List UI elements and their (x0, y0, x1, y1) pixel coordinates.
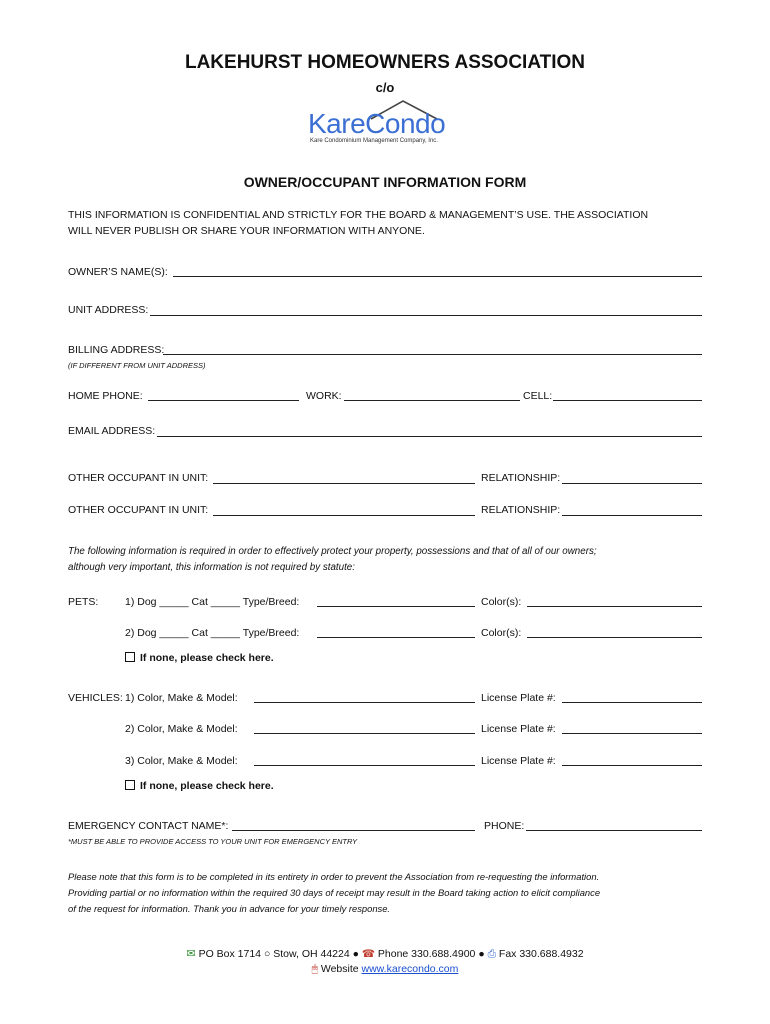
form-title: OWNER/OCCUPANT INFORMATION FORM (243, 174, 527, 190)
vehicle-3-label: 3) Color, Make & Model: (125, 755, 238, 767)
footer-po-box: PO Box 1714 (198, 948, 262, 960)
pets-none-checkbox[interactable] (125, 652, 135, 662)
plate-1-field[interactable] (562, 702, 702, 703)
email-label: EMAIL ADDRESS: (68, 425, 156, 437)
plate-2-label: License Plate #: (481, 723, 556, 735)
intro-line-2: WILL NEVER PUBLISH OR SHARE YOUR INFORMATION WITH ANYONE. (68, 225, 425, 237)
emergency-phone-field[interactable] (526, 830, 702, 831)
pet-1-type: 1) Dog _____ Cat _____ Type/Breed: (125, 596, 300, 608)
envelope-icon: ✉ (186, 948, 196, 960)
bullet-icon: ● (352, 948, 359, 960)
relationship-1-field[interactable] (562, 483, 702, 484)
plate-1-label: License Plate #: (481, 692, 556, 704)
association-title: LAKEHURST HOMEOWNERS ASSOCIATION (184, 52, 586, 73)
bullet-icon: ● (478, 948, 485, 960)
vehicles-none-checkbox[interactable] (125, 780, 135, 790)
footer-website-label: Website (320, 963, 359, 975)
billing-address-label: BILLING ADDRESS: (68, 344, 165, 356)
fax-icon: ⎙ (487, 948, 496, 960)
pets-none-option[interactable] (125, 652, 274, 664)
pet-2-colors-label: Color(s): (481, 627, 522, 639)
pet-2-type: 2) Dog _____ Cat _____ Type/Breed: (125, 627, 300, 639)
pet-2-breed-field[interactable] (317, 637, 475, 638)
vehicle-1-field[interactable] (254, 702, 475, 703)
other-occupant-2-label: OTHER OCCUPANT IN UNIT: (68, 504, 209, 516)
unit-address-label: UNIT ADDRESS: (68, 304, 149, 316)
other-occupant-1-field[interactable] (213, 483, 475, 484)
intro-line-1: THIS INFORMATION IS CONFIDENTIAL AND STRICTLY FOR THE BOARD & MANAGEMENT’S USE. THE ASSOCIATION (68, 209, 649, 221)
emergency-note: *MUST BE ABLE TO PROVIDE ACCESS TO YOUR UNIT FOR EMERGENCY ENTRY (68, 837, 358, 846)
unit-address-field[interactable] (150, 315, 702, 316)
other-occupant-2-field[interactable] (213, 515, 475, 516)
work-phone-label: WORK: (306, 390, 342, 402)
logo-name: KareCondo (308, 108, 446, 139)
vehicles-none-label: If none, please check here. (140, 780, 274, 792)
vehicle-1-label: 1) Color, Make & Model: (125, 692, 238, 704)
phone-icon: ☎ (361, 948, 375, 960)
billing-address-field[interactable] (163, 354, 702, 355)
vehicles-label: VEHICLES: (68, 692, 123, 704)
closing-line-3: of the request for information. Thank you in advance for your timely response. (68, 903, 391, 914)
pet-1-colors-label: Color(s): (481, 596, 522, 608)
owners-name-label: OWNER’S NAME(S): (68, 266, 168, 278)
pets-label: PETS: (68, 596, 99, 608)
info-note-line-1: The following information is required in order to effectively protect your property, possessions and that of all of our owners; (68, 546, 597, 557)
vehicle-3-field[interactable] (254, 765, 475, 766)
cell-phone-label: CELL: (523, 390, 553, 402)
info-note-line-2: although very important, this information is not required by statute: (68, 562, 355, 573)
logo-tagline: Kare Condominium Management Company, Inc. (310, 138, 438, 144)
footer-phone: Phone 330.688.4900 (377, 948, 476, 960)
karecondo-logo (305, 99, 465, 147)
mouse-icon: 🖱 (311, 963, 318, 975)
pet-1-colors-field[interactable] (527, 606, 702, 607)
home-phone-label: HOME PHONE: (68, 390, 143, 402)
pet-2-colors-field[interactable] (527, 637, 702, 638)
plate-3-field[interactable] (562, 765, 702, 766)
plate-3-label: License Plate #: (481, 755, 556, 767)
work-phone-field[interactable] (344, 400, 520, 401)
pet-1-breed-field[interactable] (317, 606, 475, 607)
footer-website-line (0, 963, 770, 976)
cell-phone-field[interactable] (553, 400, 702, 401)
emergency-contact-field[interactable] (232, 830, 475, 831)
footer-fax: Fax 330.688.4932 (498, 948, 584, 960)
vehicle-2-label: 2) Color, Make & Model: (125, 723, 238, 735)
pets-none-label: If none, please check here. (140, 652, 274, 664)
home-phone-field[interactable] (148, 400, 299, 401)
emergency-phone-label: PHONE: (484, 820, 525, 832)
footer-city: Stow, OH 44224 (273, 948, 350, 960)
relationship-2-label: RELATIONSHIP: (481, 504, 561, 516)
website-link[interactable]: www.karecondo.com (361, 963, 459, 975)
billing-note: (IF DIFFERENT FROM UNIT ADDRESS) (68, 361, 206, 370)
other-occupant-1-label: OTHER OCCUPANT IN UNIT: (68, 472, 209, 484)
owners-name-field[interactable] (173, 276, 702, 277)
emergency-contact-label: EMERGENCY CONTACT NAME*: (68, 820, 229, 832)
plate-2-field[interactable] (562, 733, 702, 734)
circle-separator-icon: ○ (263, 948, 271, 960)
closing-line-1: Please note that this form is to be completed in its entirety in order to prevent the Association from re-requesting the information. (68, 871, 600, 882)
vehicles-none-option[interactable] (125, 780, 274, 792)
care-of-text: c/o (375, 80, 395, 95)
closing-line-2: Providing partial or no information within the required 30 days of receipt may result in the Board taking action to elicit compliance (68, 887, 601, 898)
email-field[interactable] (157, 436, 702, 437)
relationship-1-label: RELATIONSHIP: (481, 472, 561, 484)
relationship-2-field[interactable] (562, 515, 702, 516)
footer-contact-line (0, 947, 770, 961)
vehicle-2-field[interactable] (254, 733, 475, 734)
